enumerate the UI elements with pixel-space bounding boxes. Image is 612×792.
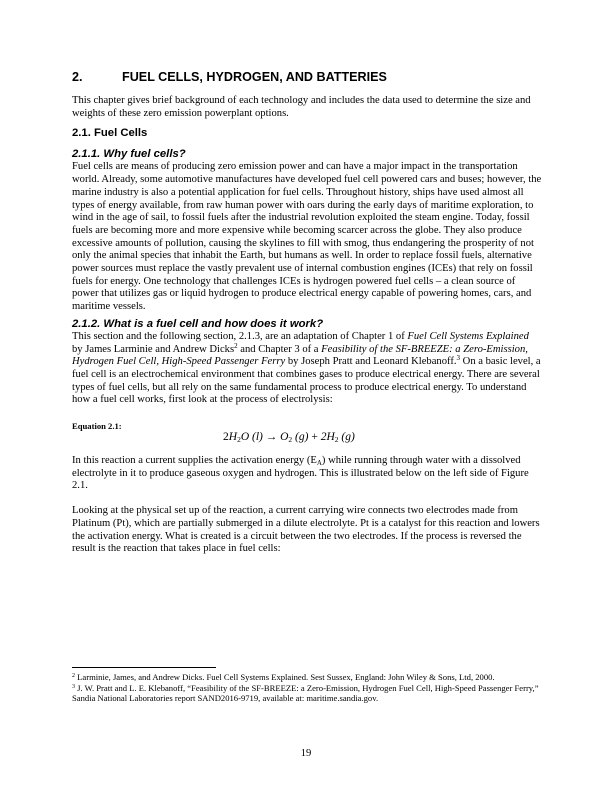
eq-species: 2H bbox=[317, 431, 335, 444]
why-fuel-cells-heading: 2.1.1. Why fuel cells? bbox=[72, 148, 186, 161]
footnote-text: J. W. Pratt and L. E. Klebanoff, “Feasibility of the SF-BREEZE: a Zero-Emission, Hydrogen Fuel Cell, High-Speed Passenger Ferry,” Sandia National Laboratories report SAND2016-9719, available at: maritime.sandia.gov. bbox=[72, 682, 539, 703]
what-is-fuel-cell-heading: 2.1.2. What is a fuel cell and how does it work? bbox=[72, 317, 324, 330]
footnote-3 bbox=[72, 683, 542, 704]
book-title-fuel-cell-systems: Fuel Cell Systems Explained bbox=[407, 330, 529, 342]
text-run: ) while running through water with a dissolved electrolyte in it to produce gaseous oxygen and hydrogen. This is illustrated below on the left side of Figure 2.1. bbox=[72, 455, 529, 492]
text-run: In this reaction a current supplies the activation energy (E bbox=[72, 455, 317, 467]
eq-coef: 2 bbox=[223, 431, 229, 444]
eq-state: (l) bbox=[249, 431, 266, 444]
reaction-arrow: → bbox=[265, 431, 278, 444]
equation-electrolysis bbox=[223, 431, 355, 443]
why-fuel-cells-paragraph: Fuel cells are means of producing zero emission power and can have a major impact in the transportation world. Already, some automotive manufactures have developed fuel cell powered cars and buses; however, the marine industry is also a potential application for fuel cells. Throughout history, ships have used almost all types of energy available, from raw human power with oars during the early days of maritime exploration, to wind in the age of sail, to fossil fuels after the industrial revolution exploited the steam engine. Today, fossil fuels are becoming more and more expensive while becoming scarcer across the globe. They also produce excessive amounts of pollution, causing the skylines to fill with smog, thus endangering the prosperity of not only the animal species that inhabit the Earth, but humans as well. In order to replace fossil fuels, alternative power sources must replace the vastly prevalent use of internal combustion engines (ICEs) that rely on fossil fuels for energy. One technology that challenges ICEs is hydrogen powered fuel cells – a clean source of power that utilizes gas or liquid hydrogen to produce electrical energy capable of powering homes, cars, and maritime vessels. bbox=[72, 161, 542, 313]
section-heading bbox=[72, 70, 542, 86]
eq-subscript: 2 bbox=[237, 435, 241, 445]
main-content bbox=[72, 70, 542, 556]
eq-species: H bbox=[228, 431, 238, 444]
section-title: FUEL CELLS, HYDROGEN, AND BATTERIES bbox=[122, 70, 387, 84]
book-title-sf-breeze: Feasibility of the SF-BREEZE: a Zero-Emission, Hydrogen Fuel Cell, High-Speed Passenger Ferry bbox=[72, 343, 528, 368]
footnote-mark: 2 bbox=[72, 673, 75, 679]
eq-state: (g) bbox=[292, 431, 312, 444]
text-run: and Chapter 3 of a bbox=[237, 343, 322, 355]
text-run: by Joseph Pratt and Leonard Klebanoff. bbox=[285, 356, 457, 368]
footnotes bbox=[72, 672, 542, 704]
subsection-heading: 2.1. Fuel Cells bbox=[72, 127, 148, 140]
physical-setup-paragraph: Looking at the physical set up of the reaction, a current carrying wire connects two electrodes made from Platinum (Pt), which are partially submerged in a dilute electrolyte. Pt is a catalyst for this reaction and lowers the activation energy. What is created is a circuit between the two electrodes. If the process is reversed the result is the reaction that takes place in fuel cells: bbox=[72, 505, 540, 555]
section-intro: This chapter gives brief background of each technology and includes the data used to determine the size and weights of these zero emission powerplant options. bbox=[72, 95, 531, 119]
footnote-mark: 3 bbox=[72, 683, 75, 690]
section-number: 2. bbox=[72, 70, 83, 84]
eq-species: O bbox=[240, 431, 250, 444]
text-run: by James Larminie and Andrew Dicks bbox=[72, 343, 235, 355]
footnote-2 bbox=[72, 672, 542, 683]
text-run: This section and the following section, 2.1.3, are an adaptation of Chapter 1 of bbox=[72, 330, 408, 342]
activation-energy-paragraph bbox=[72, 455, 542, 493]
footnote-ref-2[interactable]: 2 bbox=[234, 341, 238, 350]
subscript: A bbox=[316, 459, 322, 468]
footnote-ref-3[interactable]: 3 bbox=[456, 354, 461, 363]
text-run: On a basic level, a fuel cell is an electrochemical environment that combines gases to produce electrical energy. There are several types of fuel cells, but all rely on the same fundamental process to produce electrical energy. To understand how a fuel cell works, first look at the process of electrolysis: bbox=[72, 356, 541, 406]
equation-label: Equation 2.1: bbox=[72, 421, 122, 432]
eq-plus: + bbox=[311, 431, 318, 444]
footnote-text: Larminie, James, and Andrew Dicks. Fuel Cell Systems Explained. Sest Sussex, England: John Wiley & Sons, Ltd, 2000. bbox=[75, 672, 495, 682]
eq-species: O bbox=[277, 431, 289, 444]
page-number: 19 bbox=[300, 748, 312, 759]
footnote-divider bbox=[72, 667, 216, 668]
eq-subscript: 2 bbox=[334, 435, 339, 445]
eq-state: (g) bbox=[338, 431, 355, 444]
eq-subscript: 2 bbox=[288, 435, 293, 445]
what-is-fuel-cell-paragraph bbox=[72, 331, 542, 407]
equation-block bbox=[72, 419, 542, 455]
